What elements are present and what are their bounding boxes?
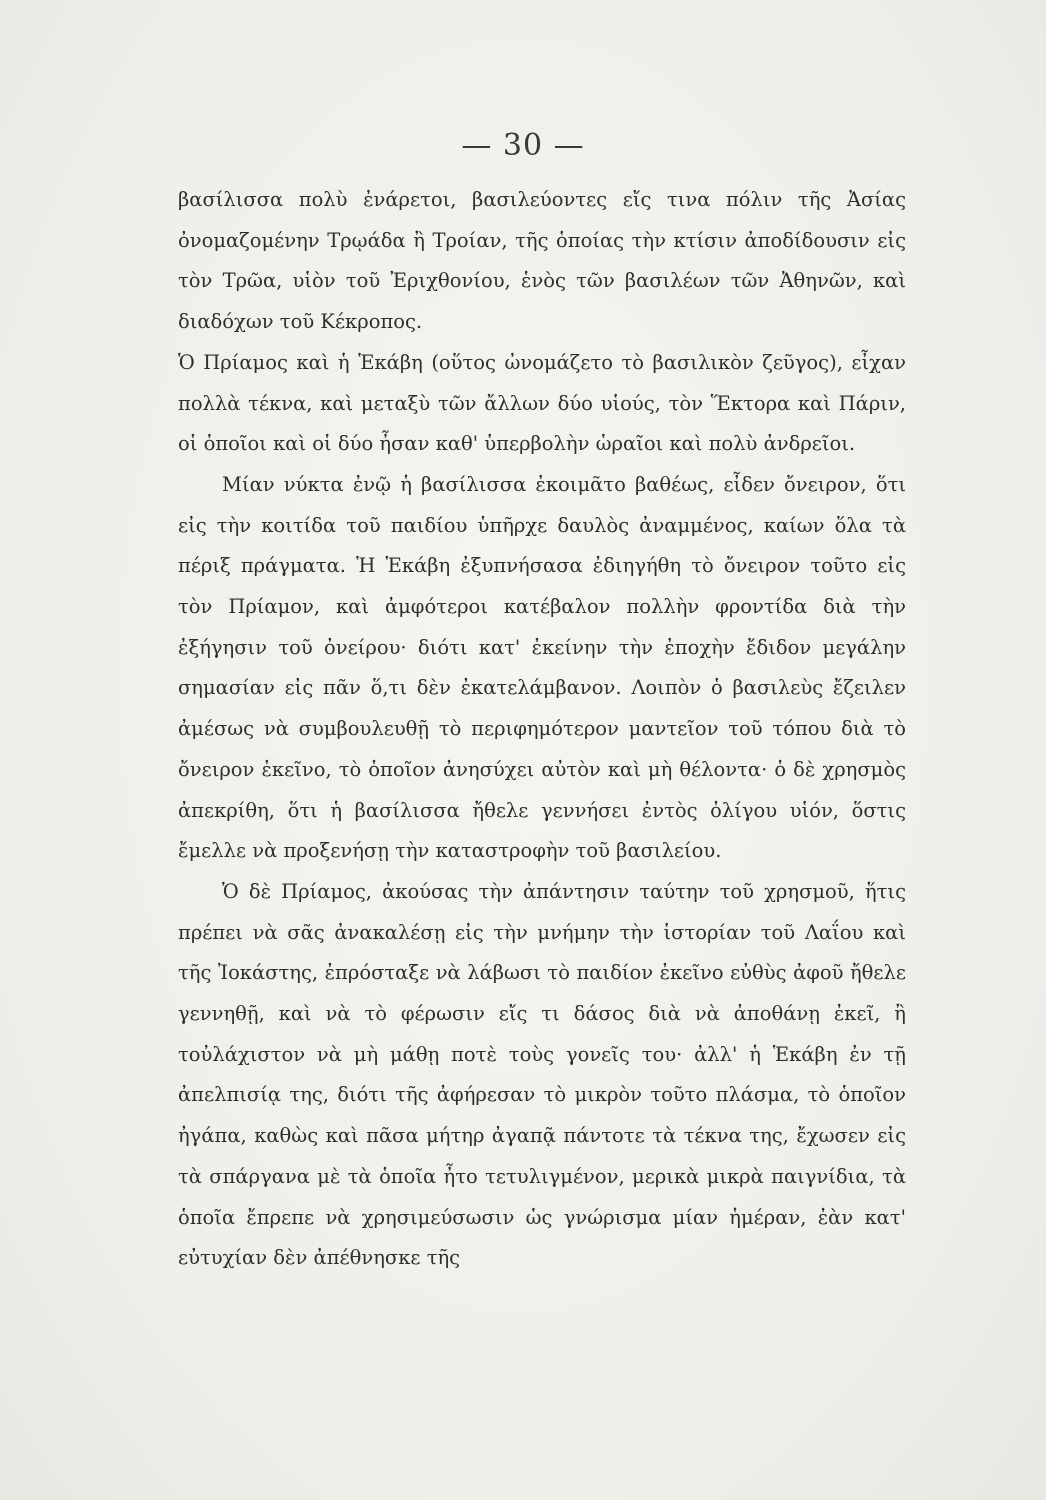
page-text	[178, 180, 906, 1279]
paragraph-3: Μίαν νύκτα ἐνῷ ἡ βασίλισσα ἐκοιμᾶτο βαθέως, εἶδεν ὄνειρον, ὅτι εἰς τὴν κοιτίδα τοῦ παιδίου ὑπῆρχε δαυλὸς ἀναμμένος, καίων ὅλα τὰ πέριξ πράγματα. Ἡ Ἑκάβη ἐξυπνήσασα ἐδιηγήθη τὸ ὄνειρον τοῦτο εἰς τὸν Πρίαμον, καὶ ἀμφότεροι κατέβαλον πολλὴν φροντίδα διὰ τὴν ἐξήγησιν τοῦ ὀνείρου· διότι κατ' ἐκείνην τὴν ἐποχὴν ἔδιδον μεγάλην σημασίαν εἰς πᾶν ὅ,τι δὲν ἐκατελάμβανον. Λοιπὸν ὁ βασιλεὺς ἔζειλεν ἀμέσως νὰ συμβουλευθῇ τὸ περιφημότερον μαντεῖον τοῦ τόπου διὰ τὸ ὄνειρον ἐκεῖνο, τὸ ὁποῖον ἀνησύχει αὐτὸν καὶ μὴ θέλοντα· ὁ δὲ χρησμὸς ἀπεκρίθη, ὅτι ἡ βασίλισσα ἤθελε γεννήσει ἐντὸς ὀλίγου υἱόν, ὅστις ἔμελλε νὰ προξενήσῃ τὴν καταστροφὴν τοῦ βασιλείου.	[178, 472, 906, 863]
page-number: — 30 —	[461, 128, 585, 163]
paragraph-2: Ὁ Πρίαμος καὶ ἡ Ἑκάβη (οὕτος ὠνομάζετο τὸ βασιλικὸν ζεῦγος), εἶχαν πολλὰ τέκνα, καὶ μεταξὺ τῶν ἄλλων δύο υἱούς, τὸν Ἕκτορα καὶ Πάριν, οἱ ὁποῖοι καὶ οἱ δύο ἦσαν καθ' ὑπερβολὴν ὡραῖοι καὶ πολὺ ἀνδρεῖοι.	[178, 350, 906, 456]
paragraph-4: Ὁ δὲ Πρίαμος, ἀκούσας τὴν ἀπάντησιν ταύτην τοῦ χρησμοῦ, ἥτις πρέπει νὰ σᾶς ἀνακαλέσῃ εἰς τὴν μνήμην τὴν ἱστορίαν τοῦ Λαΐου καὶ τῆς Ἰοκάστης, ἐπρόσταξε νὰ λάβωσι τὸ παιδίον ἐκεῖνο εὐθὺς ἀφοῦ ἤθελε γεννηθῇ, καὶ νὰ τὸ φέρωσιν εἴς τι δάσος διὰ νὰ ἀποθάνῃ ἐκεῖ, ἢ τοὐλάχιστον νὰ μὴ μάθῃ ποτὲ τοὺς γονεῖς του· ἀλλ' ἡ Ἑκάβη ἐν τῇ ἀπελπισίᾳ της, διότι τῆς ἀφήρεσαν τὸ μικρὸν τοῦτο πλάσμα, τὸ ὁποῖον ἠγάπα, καθὼς καὶ πᾶσα μήτηρ ἀγαπᾷ πάντοτε τὰ τέκνα της, ἔχωσεν εἰς τὰ σπάργανα μὲ τὰ ὁποῖα ἦτο τετυλιγμένον, μερικὰ μικρὰ παιγνίδια, τὰ ὁποῖα ἔπρεπε νὰ χρησιμεύσωσιν ὡς γνώρισμα μίαν ἡμέραν, ἐὰν κατ' εὐτυχίαν δὲν ἀπέθνησκε τῆς	[178, 879, 906, 1270]
paragraph-1: βασίλισσα πολὺ ἐνάρετοι, βασιλεύοντες εἴς τινα πόλιν τῆς Ἀσίας ὀνομαζομένην Τρῳάδα ἢ Τροίαν, τῆς ὁποίας τὴν κτίσιν ἀποδίδουσιν εἰς τὸν Τρῶα, υἱὸν τοῦ Ἐριχθονίου, ἑνὸς τῶν βασιλέων τῶν Ἀθηνῶν, καὶ διαδόχων τοῦ Κέκροπος.	[178, 188, 906, 334]
